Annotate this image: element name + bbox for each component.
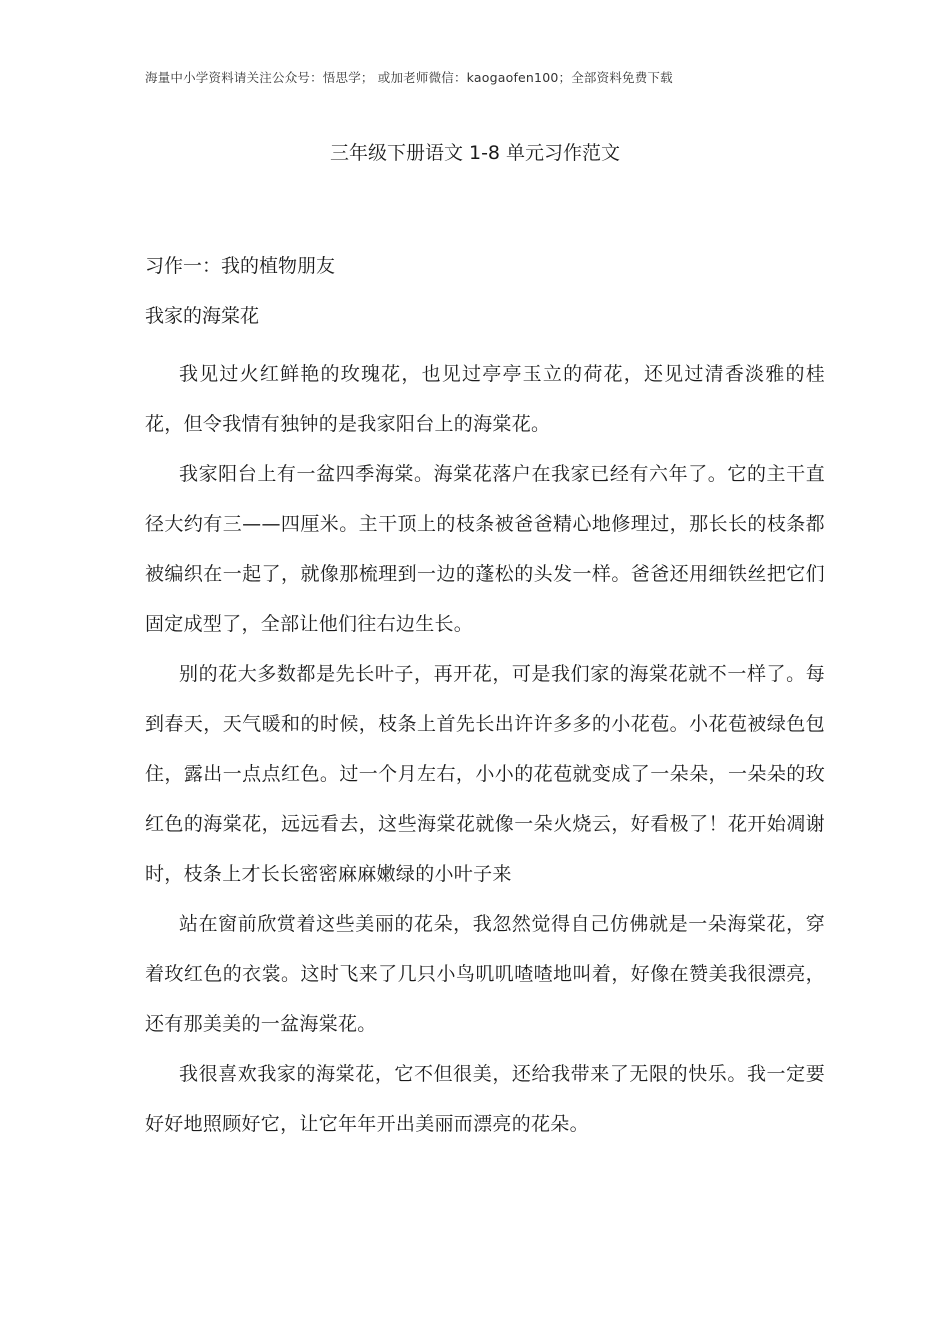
paragraph: 别的花大多数都是先长叶子，再开花，可是我们家的海棠花就不一样了。每到春天，天气暖和的时候，枝条上首先长出许许多多的小花苞。小花苞被绿色包住，露出一点点红色。过一个月左右，小小的花苞就变成了一朵朵，一朵朵的玫红色的海棠花，远远看去，这些海棠花就像一朵火烧云，好看极了！花开始凋谢时，枝条上才长长密密麻麻嫩绿的小叶子来 — [145, 663, 825, 885]
essay-section — [145, 250, 825, 1149]
paragraph: 我见过火红鲜艳的玫瑰花，也见过亭亭玉立的荷花，还见过清香淡雅的桂花，但令我情有独钟的是我家阳台上的海棠花。 — [145, 363, 825, 435]
document-title: 三年级下册语文 1-8 单元习作范文 — [329, 142, 621, 164]
section-heading: 习作一：我的植物朋友 — [145, 255, 336, 277]
paragraph: 我家阳台上有一盆四季海棠。海棠花落户在我家已经有六年了。它的主干直径大约有三——四厘米。主干顶上的枝条被爸爸精心地修理过，那长长的枝条都被编织在一起了，就像那梳理到一边的蓬松的头发一样。爸爸还用细铁丝把它们固定成型了，全部让他们往右边生长。 — [145, 463, 825, 635]
paragraph: 站在窗前欣赏着这些美丽的花朵，我忽然觉得自己仿佛就是一朵海棠花，穿着玫红色的衣裳。这时飞来了几只小鸟叽叽喳喳地叫着，好像在赞美我很漂亮，还有那美美的一盆海棠花。 — [145, 913, 825, 1035]
paragraph: 我很喜欢我家的海棠花，它不但很美，还给我带来了无限的快乐。我一定要好好地照顾好它，让它年年开出美丽而漂亮的花朵。 — [145, 1063, 825, 1135]
essay-title: 我家的海棠花 — [145, 305, 260, 327]
header-note: 海量中小学资料请关注公众号：悟思学； 或加老师微信：kaogaofen100；全部资料免费下载 — [145, 70, 673, 85]
